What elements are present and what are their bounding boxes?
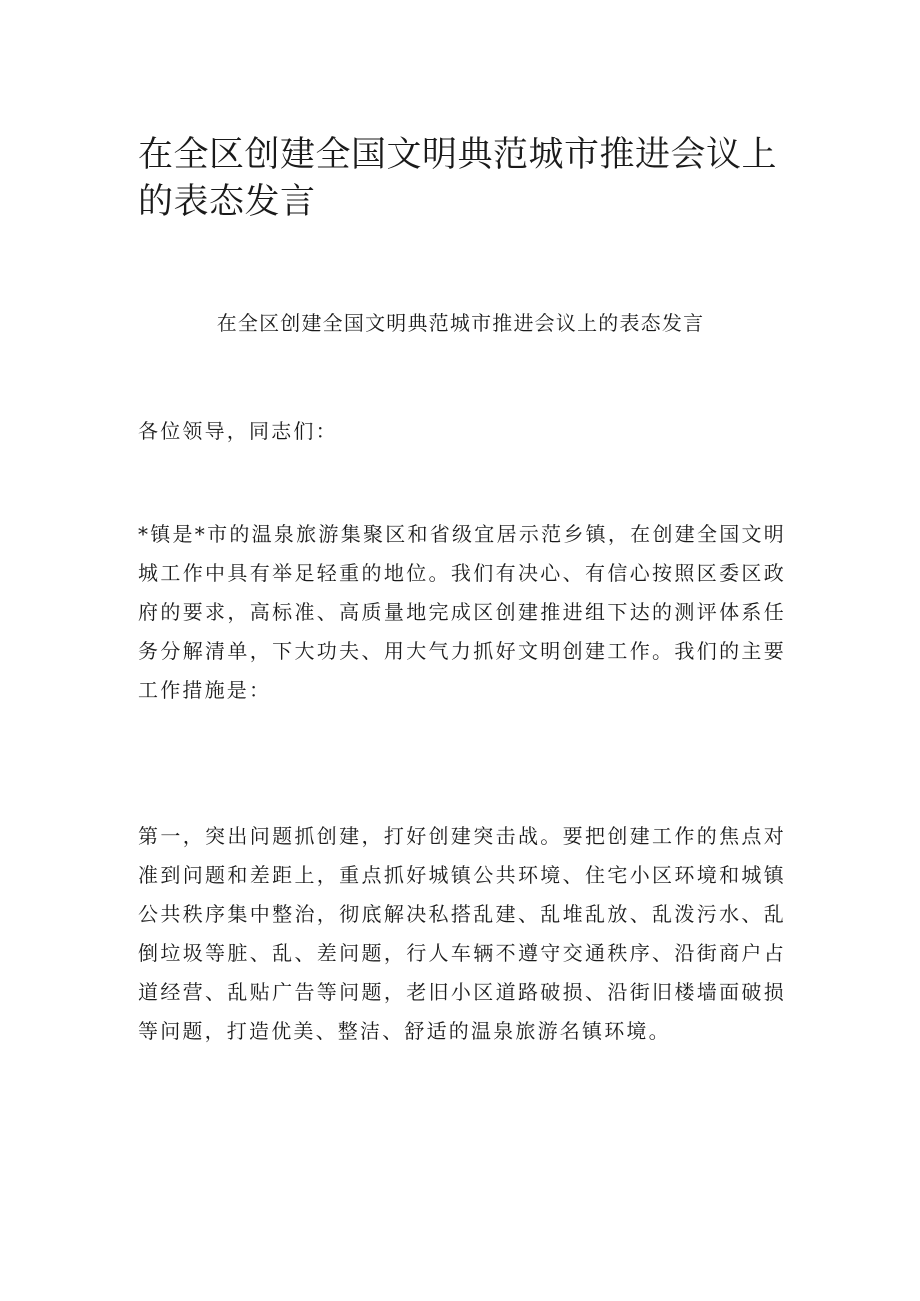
paragraph-2: 第一，突出问题抓创建，打好创建突击战。要把创建工作的焦点对准到问题和差距上，重点抓好城镇公共环境、住宅小区环境和城镇公共秩序集中整治，彻底解决私搭乱建、乱堆乱放、乱泼污水、乱倒垃圾等脏、乱、差问题，行人车辆不遵守交通秩序、沿街商户占道经营、乱贴广告等问题，老旧小区道路破损、沿街旧楼墙面破损等问题，打造优美、整洁、舒适的温泉旅游名镇环境。	[138, 824, 786, 1043]
document-subtitle: 在全区创建全国文明典范城市推进会议上的表态发言	[216, 311, 705, 335]
greeting: 各位领导，同志们：	[138, 419, 338, 443]
document-title: 在全区创建全国文明典范城市推进会议上的表态发言	[138, 135, 778, 222]
paragraph-1: *镇是*市的温泉旅游集聚区和省级宜居示范乡镇，在创建全国文明城工作中具有举足轻重的地位。我们有决心、有信心按照区委区政府的要求，高标准、高质量地完成区创建推进组下达的测评体系任务分解清单，下大功夫、用大气力抓好文明创建工作。我们的主要工作措施是：	[138, 522, 786, 702]
